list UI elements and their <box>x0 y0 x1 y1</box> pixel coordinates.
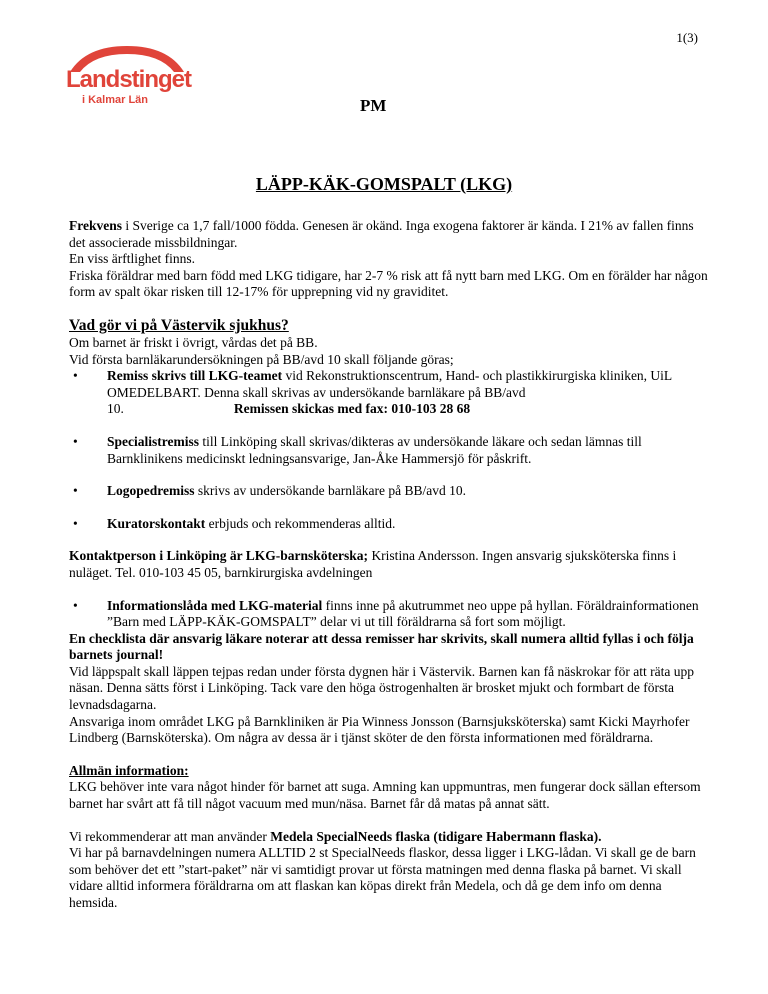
list-item-bold: Logopedremiss <box>107 483 195 499</box>
list-item-text: skrivs av undersökande barnläkare på BB/avd 10. <box>194 483 466 499</box>
intro-line2: En viss ärftlighet finns. <box>69 251 195 267</box>
list-item-bold: Informationslåda med LKG-material <box>107 597 323 613</box>
bullet-icon: • <box>73 597 78 613</box>
intro-line3: Friska föräldrar med barn född med LKG tidigare, har 2-7 % risk att få nytt barn med LKG. Om en förälder har någon form av spalt ökar risken till 12-17% för upprepning vid ny graviditet. <box>69 267 708 300</box>
list-item <box>73 433 709 467</box>
section-line1: Om barnet är friskt i övrigt, vårdas det på BB. <box>69 334 318 350</box>
section-heading: Vad gör vi på Västervik sjukhus? <box>69 316 289 334</box>
checklist-note <box>69 631 709 664</box>
section-line2: Vid första barnläkarundersökningen på BB/avd 10 skall följande göras; <box>69 351 454 367</box>
contact-paragraph <box>69 548 709 581</box>
bullet-icon: • <box>73 433 78 449</box>
document-type-label: PM <box>360 96 387 115</box>
info-list <box>69 598 709 631</box>
list-item-text: till Linköping skall skrivas/dikteras av undersökande läkare och sedan lämnas till Barnklinikens medicinskt ledningsansvarige, Jan-Åke Hammersjö för påskrift. <box>107 433 642 466</box>
landstinget-logo <box>66 44 191 118</box>
general-heading: Allmän information: <box>69 762 189 778</box>
list-item-bold: Remiss skrivs till LKG-teamet <box>107 368 283 384</box>
list-item-text: vid Rekonstruktionscentrum, Hand- och plastikkirurgiska kliniken, UiL OMEDELBART. Denna skall skrivas av undersökande barnläkare på BB/avd 10. <box>107 368 672 417</box>
recommend-paragraph: Vi har på barnavdelningen numera ALLTID 2 st SpecialNeeds flaskor, dessa ligger i LKG-lådan. Vi skall ge de barn som behöver det ett ”start-paket” när vi samtidigt provar ut första matningen med denna flaska på barnet. Vi skall vidare alltid informera föräldrarna om att flaskan kan köpas direkt från Medela, och då ge dem info om denna hemsida. <box>69 845 696 910</box>
fax-number: Remissen skickas med fax: 010-103 28 68 <box>233 401 471 417</box>
list-item <box>73 515 709 533</box>
intro-bold: Frekvens <box>69 218 122 233</box>
contact-text: Kristina Andersson. Ingen ansvarig sjuksköterska finns i nuläget. Tel. 010-103 45 05, barnkirurgiska avdelningen <box>69 548 677 580</box>
intro-paragraph <box>69 218 709 251</box>
contact-bold: Kontaktperson i Linköping är LKG-barnsköterska; <box>69 548 369 564</box>
responsible-paragraph: Ansvariga inom området LKG på Barnkliniken är Pia Winness Jonsson (Barnsjuksköterska) samt Kicki Mayrhofer Lindberg (Barnsköterska). Om några av dessa är i tjänst sköter de den första informationen med föräldrarna. <box>69 713 690 746</box>
list-item-text: finns inne på akutrummet neo uppe på hyllan. Föräldrainformationen ”Barn med LÄPP-KÄK-GOMSPALT” delar vi ut till föräldrarna så fort som möjligt. <box>107 597 699 630</box>
list-item <box>73 483 709 500</box>
bullet-icon: • <box>73 368 78 384</box>
recommend-line <box>69 829 709 846</box>
logo-subtext: i Kalmar Län <box>82 94 149 106</box>
bullet-icon: • <box>73 483 78 499</box>
list-item-text: erbjuds och rekommenderas alltid. <box>205 515 396 531</box>
recommend-bold: Medela SpecialNeeds flaska (tidigare Habermann flaska). <box>270 828 602 844</box>
general-paragraph: LKG behöver inte vara något hinder för barnet att suga. Amning kan uppmuntras, men fungerar dock sällan eftersom barnet har svårt att få till något vacuum med mun/näsa. Barnet får då matas på annat sätt. <box>69 779 701 812</box>
checklist-text: En checklista där ansvarig läkare noterar att dessa remisser har skrivits, skall numera alltid fyllas i och följa barnets journal! <box>69 630 694 663</box>
intro-line1: i Sverige ca 1,7 fall/1000 födda. Genesen är okänd. Inga exogena faktorer är kända. I 21% av fallen finns det associerade missbildningar. <box>69 218 694 250</box>
logo-text: Landstinget <box>66 66 191 93</box>
page-title: LÄPP-KÄK-GOMSPALT (LKG) <box>255 174 513 194</box>
list-item-bold: Specialistremiss <box>107 433 199 449</box>
list-item <box>73 597 709 631</box>
lip-paragraph: Vid läppspalt skall läppen tejpas redan under första dygnen här i Västervik. Barnen kan få näskrokar för att räta upp näsan. Denna sätts först i Linköping. Tack vare den höga östrogenhalten är brosket mjukt och formbart de första levnadsdagarna. <box>69 663 694 713</box>
document-body <box>69 218 709 912</box>
recommend-pre: Vi rekommenderar att man använder <box>69 828 271 844</box>
list-item <box>73 368 709 418</box>
bullet-icon: • <box>73 515 78 531</box>
list-item-bold: Kuratorskontakt <box>107 515 206 531</box>
action-list <box>69 368 709 532</box>
page-number: 1(3) <box>676 30 698 45</box>
